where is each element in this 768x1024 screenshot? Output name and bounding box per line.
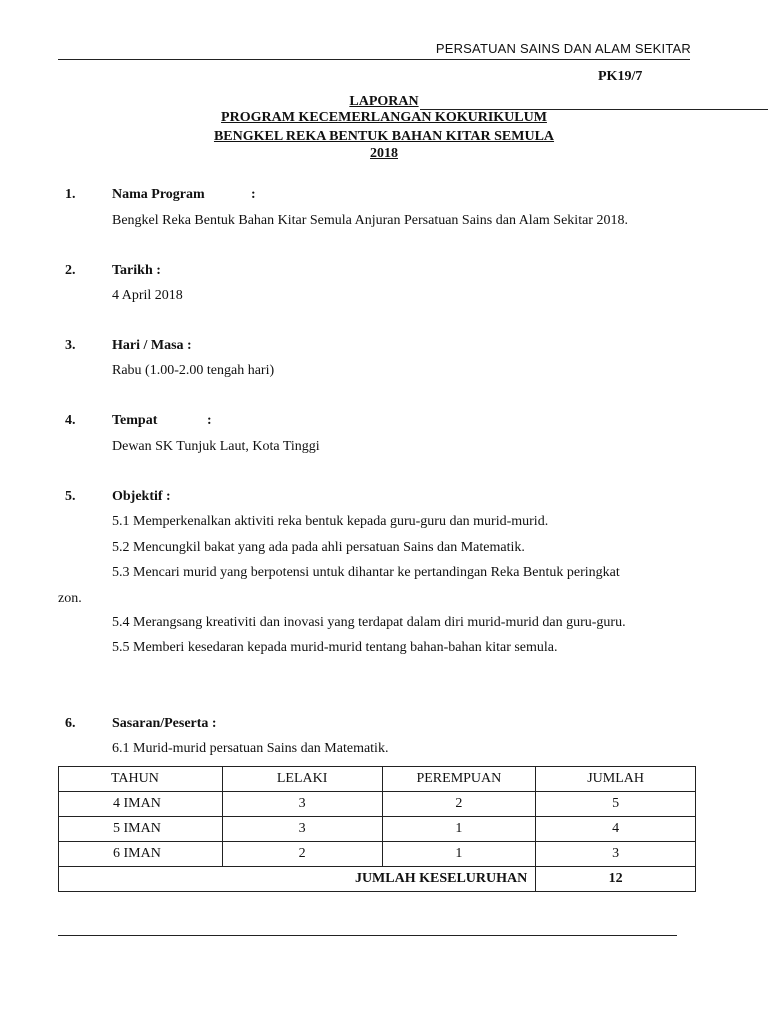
section-3-number: 3. — [65, 338, 76, 353]
document-code: PK19/7 — [598, 69, 643, 84]
header-rule — [58, 59, 690, 60]
day-time-value: Rabu (1.00-2.00 tengah hari) — [112, 363, 275, 378]
table-cell: 2 — [222, 842, 382, 867]
section-4-colon: : — [207, 413, 212, 428]
table-cell: 3 — [222, 792, 382, 817]
table-row — [59, 792, 696, 817]
year-title: 2018 — [370, 146, 398, 161]
section-4-label: Tempat — [112, 413, 158, 428]
table-row — [59, 842, 696, 867]
section-5-label: Objektif : — [112, 489, 171, 504]
participants-table — [58, 766, 696, 892]
total-value: 12 — [536, 867, 696, 892]
table-cell: 5 — [536, 792, 696, 817]
section-6-label: Sasaran/Peserta : — [112, 716, 217, 731]
table-cell: 5 IMAN — [59, 817, 223, 842]
objective-item: 5.1 Memperkenalkan aktiviti reka bentuk kepada guru-guru dan murid-murid. — [112, 514, 549, 529]
table-cell: 3 — [536, 842, 696, 867]
footer-rule — [58, 935, 677, 936]
section-1-number: 1. — [65, 187, 76, 202]
section-5-number: 5. — [65, 489, 76, 504]
table-cell: 1 — [382, 817, 536, 842]
objective-item: 5.3 Mencari murid yang berpotensi untuk dihantar ke pertandingan Reka Bentuk peringkat — [112, 565, 620, 580]
section-6-number: 6. — [65, 716, 76, 731]
program-name-value: Bengkel Reka Bentuk Bahan Kitar Semula Anjuran Persatuan Sains dan Alam Sekitar 2018. — [112, 213, 628, 228]
date-value: 4 April 2018 — [112, 288, 183, 303]
section-2-label: Tarikh : — [112, 263, 161, 278]
table-cell: 2 — [382, 792, 536, 817]
table-cell: 1 — [382, 842, 536, 867]
table-header-cell: PEREMPUAN — [382, 767, 536, 792]
objective-item: 5.4 Merangsang kreativiti dan inovasi yang terdapat dalam diri murid-murid dan guru-guru. — [112, 615, 626, 630]
table-header-cell: JUMLAH — [536, 767, 696, 792]
table-total-row — [59, 867, 696, 892]
objective-item: 5.5 Memberi kesedaran kepada murid-murid tentang bahan-bahan kitar semula. — [112, 640, 558, 655]
table-cell: 4 — [536, 817, 696, 842]
organization-name: PERSATUAN SAINS DAN ALAM SEKITAR — [435, 41, 691, 56]
section-1-colon: : — [251, 187, 256, 202]
table-header-cell: LELAKI — [222, 767, 382, 792]
participants-intro: 6.1 Murid-murid persatuan Sains dan Matematik. — [112, 741, 389, 756]
section-2-number: 2. — [65, 263, 76, 278]
section-1-label: Nama Program — [112, 187, 205, 202]
report-title: LAPORAN — [349, 94, 419, 109]
objective-item: 5.2 Mencungkil bakat yang ada pada ahli persatuan Sains dan Matematik. — [112, 540, 525, 555]
objective-item-continuation: zon. — [58, 591, 82, 606]
table-cell: 6 IMAN — [59, 842, 223, 867]
section-4-number: 4. — [65, 413, 76, 428]
table-row — [59, 817, 696, 842]
table-cell: 4 IMAN — [59, 792, 223, 817]
total-label: JUMLAH KESELURUHAN — [59, 867, 536, 892]
table-header-row — [59, 767, 696, 792]
program-title: PROGRAM KECEMERLANGAN KOKURIKULUM — [221, 110, 547, 125]
section-3-label: Hari / Masa : — [112, 338, 192, 353]
venue-value: Dewan SK Tunjuk Laut, Kota Tinggi — [112, 439, 320, 454]
table-cell: 3 — [222, 817, 382, 842]
table-header-cell: TAHUN — [59, 767, 223, 792]
workshop-title: BENGKEL REKA BENTUK BAHAN KITAR SEMULA — [213, 129, 555, 144]
